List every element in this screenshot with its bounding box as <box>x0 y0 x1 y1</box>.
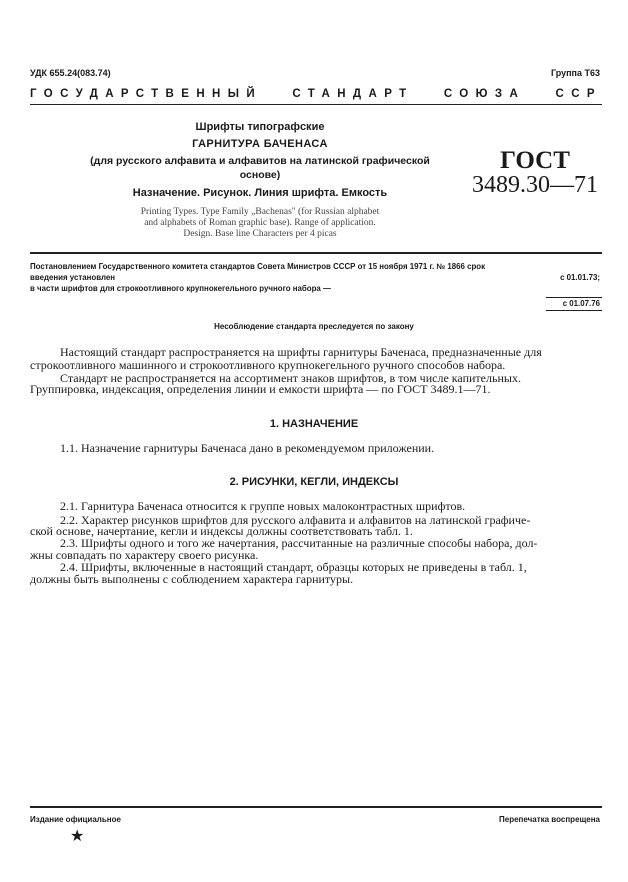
state-standard-banner <box>30 88 602 100</box>
section-1-paragraph-1: 1.1. Назначение гарнитуры Баченаса дано в рекомендуемом приложении. <box>60 441 435 455</box>
banner-word-3: СОЮЗА <box>443 88 526 100</box>
footer-rule <box>30 806 602 808</box>
banner-word-4: ССР <box>555 88 602 100</box>
section-1-heading: 1. НАЗНАЧЕНИЕ <box>269 418 359 430</box>
title-line-5: Назначение. Рисунок. Линия шрифта. Емкость <box>132 187 388 199</box>
title-line-3: (для русского алфавита и алфавитов на латинской графической <box>90 155 430 167</box>
decree-date-2: с 01.07.76 <box>562 299 600 308</box>
english-title-line-2: and alphabets of Roman graphic base). Range of application. <box>144 218 376 228</box>
decree-line-3: в части шрифтов для строкоотливного крупнокегельного ручного набора — <box>30 284 331 293</box>
decree-line-1: Постановлением Государственного комитета стандартов Совета Министров СССР от 15 ноября 1971 г. № 1866 срок <box>30 262 486 271</box>
group-code: Группа Т63 <box>550 68 600 78</box>
section-2-paragraph-4-line-1: 2.4. Шрифты, включенные в настоящий стандарт, образцы которых не приведены в табл. 1, <box>60 560 527 574</box>
star-icon: ★ <box>70 828 85 845</box>
reprint-prohibited: Перепечатка воспрещена <box>499 815 600 824</box>
official-edition: Издание официальное <box>30 815 121 824</box>
title-line-4: основе) <box>239 169 281 181</box>
intro-paragraph-2: Стандарт не распространяется на ассортимент знаков шрифтов, в том числе капительных. <box>60 371 521 385</box>
title-line-1: Шрифты типографские <box>195 121 325 133</box>
intro-paragraph-3: Группировка, индексация, определения линии и емкости шрифта — по ГОСТ 3489.1—71. <box>30 382 491 396</box>
decree-date-1: с 01.01.73; <box>560 273 600 282</box>
title-rule <box>30 252 602 254</box>
section-2-paragraph-4-line-2: должны быть выполнены с соблюдением характера гарнитуры. <box>30 572 354 586</box>
section-2-paragraph-2-line-2: ской основе, начертание, кегли и индексы должны соответствовать табл. 1. <box>30 524 413 538</box>
date-rule-2 <box>546 310 602 311</box>
section-2-heading: 2. РИСУНКИ, КЕГЛИ, ИНДЕКСЫ <box>229 476 399 488</box>
banner-rule <box>30 104 602 105</box>
intro-paragraph-1-line-2: строкоотливного машинного и строкоотливного крупнокегельного ручного способов набора. <box>30 358 506 372</box>
legal-notice: Несоблюдение стандарта преследуется по закону <box>214 322 414 331</box>
english-title-line-3: Design. Base line Characters per 4 picas <box>183 229 337 239</box>
banner-word-1: ГОСУДАРСТВЕННЫЙ <box>30 88 263 100</box>
section-2-paragraph-3-line-2: жны совпадать по характеру своего рисунка. <box>30 548 259 562</box>
date-rule-1 <box>546 297 602 298</box>
section-2-paragraph-1: 2.1. Гарнитура Баченаса относится к группе новых малоконтрастных шрифтов. <box>60 499 466 513</box>
banner-word-2: СТАНДАРТ <box>292 88 414 100</box>
english-title <box>110 207 410 240</box>
udk-code: УДК 655.24(083.74) <box>30 68 111 78</box>
intro-paragraph-1-line-1: Настоящий стандарт распространяется на шрифты гарнитуры Баченаса, предназначенные для <box>60 345 542 359</box>
title-line-2: ГАРНИТУРА БАЧЕНАСА <box>192 138 328 150</box>
section-2-paragraph-2-line-1: 2.2. Характер рисунков шрифтов для русского алфавита и алфавитов на латинской графиче- <box>60 513 531 527</box>
decree-line-2: введения установлен <box>30 273 116 282</box>
english-title-line-1: Printing Types. Type Family „Bachenas" (for Russian alphabet <box>140 207 380 217</box>
gost-number: 3489.30—71 <box>472 172 598 198</box>
gost-label: ГОСТ <box>500 147 570 174</box>
section-2-paragraph-3-line-1: 2.3. Шрифты одного и того же начертания, рассчитанные на различные способы набора, дол- <box>60 536 538 550</box>
